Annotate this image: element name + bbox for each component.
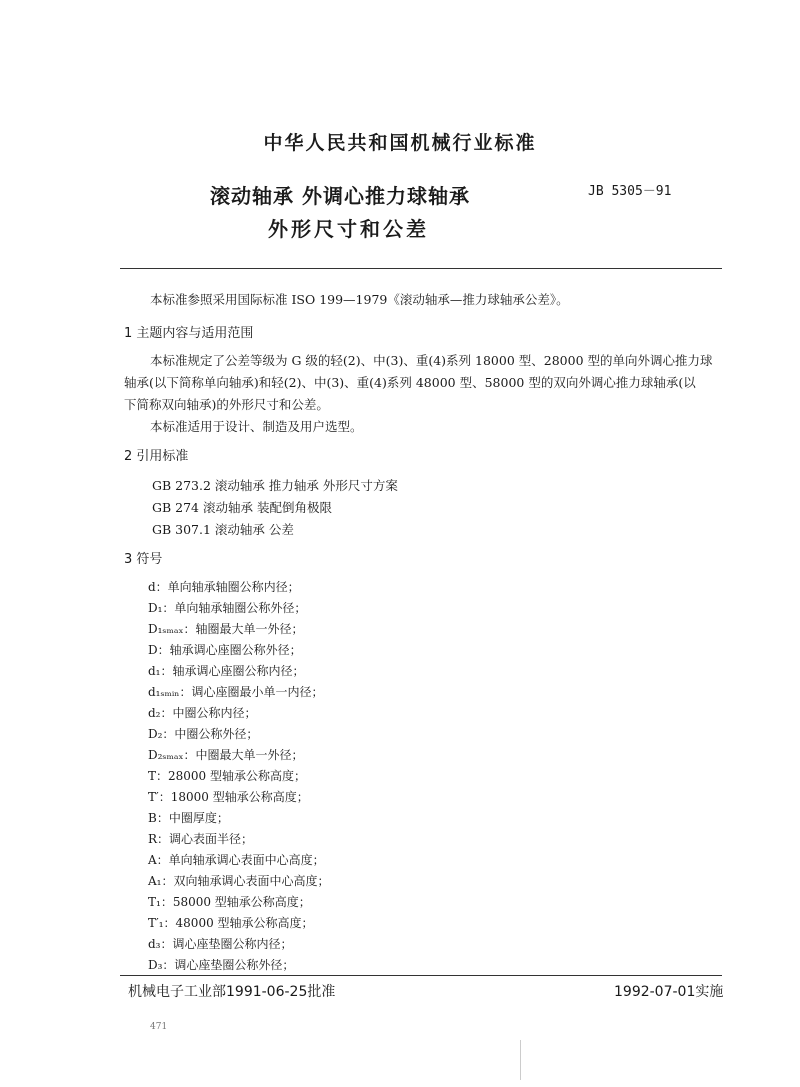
symbol-item: R：调心表面半径；	[148, 832, 254, 846]
symbol-item: D₂ₛₘₐₓ：中圈最大单一外径；	[148, 748, 304, 762]
symbol-item: T′：18000 型轴承公称高度；	[148, 790, 309, 804]
symbol-item: d₁ₛₘᵢₙ：调心座圈最小单一内径；	[148, 685, 324, 699]
symbol-item: T：28000 型轴承公称高度；	[148, 769, 306, 783]
symbol-item: T′₁：48000 型轴承公称高度；	[148, 916, 314, 930]
footer-rule	[120, 975, 722, 976]
section-1-paragraph-2: 本标准适用于设计、制造及用户选型。	[150, 419, 363, 434]
symbol-item: T₁：58000 型轴承公称高度；	[148, 895, 311, 909]
symbol-item: D₃：调心座垫圈公称外径；	[148, 958, 295, 972]
title-line-2: 外形尺寸和公差	[268, 217, 429, 241]
reference-item: GB 274 滚动轴承 装配倒角极限	[152, 500, 332, 515]
section-1-line-1: 本标准规定了公差等级为 G 级的轻(2)、中(3)、重(4)系列 18000 型、28000 型的单向外调心推力球	[150, 353, 713, 368]
top-rule	[120, 268, 722, 269]
section-1-title: 1 主题内容与适用范围	[124, 326, 254, 341]
symbol-item: D₂：中圈公称外径；	[148, 727, 259, 741]
symbol-item: d₃：调心座垫圈公称内径；	[148, 937, 293, 951]
section-3-title: 3 符号	[124, 552, 163, 567]
standard-number: JB 5305－91	[588, 184, 672, 199]
symbol-item: d₁：轴承调心座圈公称内径；	[148, 664, 305, 678]
symbol-item: B：中圈厚度；	[148, 811, 229, 825]
symbol-item: d₂：中圈公称内径；	[148, 706, 257, 720]
scan-artifact-line	[520, 1040, 521, 1080]
section-1-line-2: 轴承(以下简称单向轴承)和轻(2)、中(3)、重(4)系列 48000 型、58000 型的双向外调心推力球轴承(以	[124, 375, 696, 390]
approval-date: 机械电子工业部1991-06-25批准	[128, 984, 336, 1000]
symbol-item: d：单向轴承轴圈公称内径；	[148, 580, 300, 594]
symbol-item: D₁ₛₘₐₓ：轴圈最大单一外径；	[148, 622, 304, 636]
section-2-title: 2 引用标准	[124, 449, 189, 464]
reference-item: GB 273.2 滚动轴承 推力轴承 外形尺寸方案	[152, 478, 398, 493]
title-line-1: 滚动轴承 外调心推力球轴承	[210, 184, 470, 208]
page-number: 471	[150, 1022, 168, 1032]
intro-paragraph: 本标准参照采用国际标准 ISO 199—1979《滚动轴承—推力球轴承公差》。	[150, 292, 569, 307]
symbol-item: A₁：双向轴承调心表面中心高度；	[148, 874, 330, 888]
document-header: 中华人民共和国机械行业标准	[263, 132, 537, 154]
implementation-date: 1992-07-01实施	[614, 984, 724, 1000]
symbol-item: A：单向轴承调心表面中心高度；	[148, 853, 325, 867]
symbol-item: D：轴承调心座圈公称外径；	[148, 643, 302, 657]
reference-item: GB 307.1 滚动轴承 公差	[152, 522, 294, 537]
symbol-item: D₁：单向轴承轴圈公称外径；	[148, 601, 307, 615]
section-1-line-3: 下简称双向轴承)的外形尺寸和公差。	[124, 397, 329, 412]
